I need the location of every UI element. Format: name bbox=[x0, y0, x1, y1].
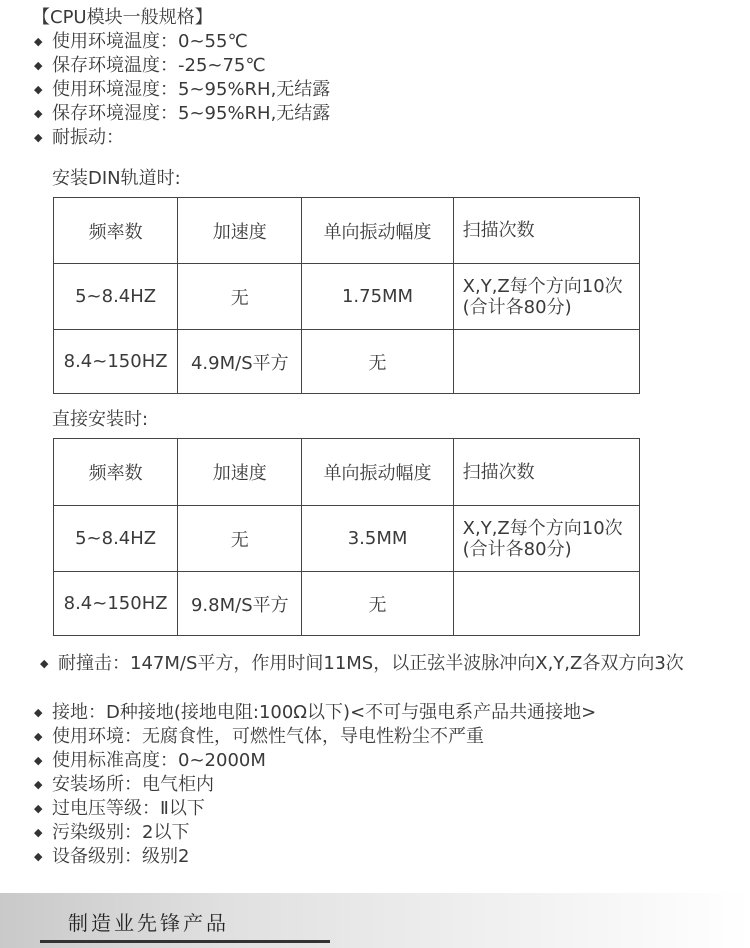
header-sweep-count: 扫描次数 bbox=[453, 439, 639, 506]
diamond-bullet-icon: ◆ bbox=[34, 754, 43, 767]
cell-sweep-count: X,Y,Z每个方向10次(合计各80分) bbox=[453, 506, 639, 572]
spec-storage-temperature: ◆ 保存环境温度：-25~75℃ bbox=[34, 55, 266, 76]
spec-install-location: ◆ 安装场所：电气柜内 bbox=[34, 774, 214, 795]
cell-frequency: 8.4~150HZ bbox=[54, 572, 178, 636]
table-row bbox=[54, 330, 640, 394]
cell-acceleration: 无 bbox=[178, 264, 302, 330]
spec-altitude: ◆ 使用标准高度：0~2000M bbox=[34, 750, 266, 771]
diamond-bullet-icon: ◆ bbox=[34, 35, 43, 48]
header-frequency: 频率数 bbox=[54, 198, 178, 264]
diamond-bullet-icon: ◆ bbox=[34, 107, 43, 120]
diamond-bullet-icon: ◆ bbox=[34, 706, 43, 719]
diamond-bullet-icon: ◆ bbox=[34, 826, 43, 839]
cell-frequency: 5~8.4HZ bbox=[54, 264, 178, 330]
table-row bbox=[54, 264, 640, 330]
table-row bbox=[54, 572, 640, 636]
spec-equipment-class: ◆ 设备级别：级别2 bbox=[34, 846, 190, 867]
table-header-row bbox=[54, 198, 640, 264]
diamond-bullet-icon: ◆ bbox=[34, 83, 43, 96]
diamond-bullet-icon: ◆ bbox=[34, 850, 43, 863]
spec-heading: 【CPU模块一般规格】 bbox=[32, 7, 213, 28]
diamond-bullet-icon: ◆ bbox=[34, 730, 43, 743]
spec-grounding: ◆ 接地：D种接地(接地电阻:100Ω以下)<不可与强电系产品共通接地> bbox=[34, 702, 597, 723]
diamond-bullet-icon: ◆ bbox=[34, 131, 43, 144]
cell-acceleration: 无 bbox=[178, 506, 302, 572]
header-amplitude: 单向振动幅度 bbox=[302, 439, 453, 506]
diamond-bullet-icon: ◆ bbox=[34, 802, 43, 815]
cell-sweep-count: X,Y,Z每个方向10次(合计各80分) bbox=[453, 264, 639, 330]
table-header-row bbox=[54, 439, 640, 506]
cell-sweep-count bbox=[453, 572, 639, 636]
banner-slogan: 制造业先锋产品 bbox=[68, 911, 229, 935]
spec-operating-temperature: ◆ 使用环境温度：0~55℃ bbox=[34, 31, 248, 52]
direct-caption: 直接安装时: bbox=[52, 409, 149, 430]
cell-sweep-count bbox=[453, 330, 639, 394]
cell-amplitude: 3.5MM bbox=[302, 506, 453, 572]
spec-environment: ◆ 使用环境：无腐食性，可燃性气体，导电性粉尘不严重 bbox=[34, 726, 484, 747]
din-caption: 安装DIN轨道时: bbox=[52, 168, 181, 189]
spec-shock: ◆ 耐撞击：147M/S平方，作用时间11MS，以正弦半波脉冲向X,Y,Z各双方向3次 bbox=[40, 653, 684, 674]
spec-storage-humidity: ◆ 保存环境湿度：5~95%RH,无结露 bbox=[34, 103, 331, 124]
direct-vibration-table bbox=[53, 438, 640, 636]
header-amplitude: 单向振动幅度 bbox=[302, 198, 453, 264]
header-sweep-count: 扫描次数 bbox=[453, 198, 639, 264]
cell-acceleration: 4.9M/S平方 bbox=[178, 330, 302, 394]
diamond-bullet-icon: ◆ bbox=[34, 778, 43, 791]
banner-underline bbox=[40, 940, 330, 943]
spec-operating-humidity: ◆ 使用环境湿度：5~95%RH,无结露 bbox=[34, 79, 331, 100]
cell-frequency: 5~8.4HZ bbox=[54, 506, 178, 572]
header-acceleration: 加速度 bbox=[178, 198, 302, 264]
spec-overvoltage: ◆ 过电压等级：Ⅱ以下 bbox=[34, 798, 205, 819]
diamond-bullet-icon: ◆ bbox=[34, 59, 43, 72]
header-acceleration: 加速度 bbox=[178, 439, 302, 506]
spec-pollution: ◆ 污染级别：2以下 bbox=[34, 822, 190, 843]
cell-frequency: 8.4~150HZ bbox=[54, 330, 178, 394]
diamond-bullet-icon: ◆ bbox=[40, 657, 49, 670]
spec-vibration: ◆ 耐振动： bbox=[34, 127, 124, 148]
cell-amplitude: 无 bbox=[302, 330, 453, 394]
table-row bbox=[54, 506, 640, 572]
cell-amplitude: 1.75MM bbox=[302, 264, 453, 330]
header-frequency: 频率数 bbox=[54, 439, 178, 506]
cell-acceleration: 9.8M/S平方 bbox=[178, 572, 302, 636]
cell-amplitude: 无 bbox=[302, 572, 453, 636]
din-vibration-table bbox=[53, 197, 640, 394]
